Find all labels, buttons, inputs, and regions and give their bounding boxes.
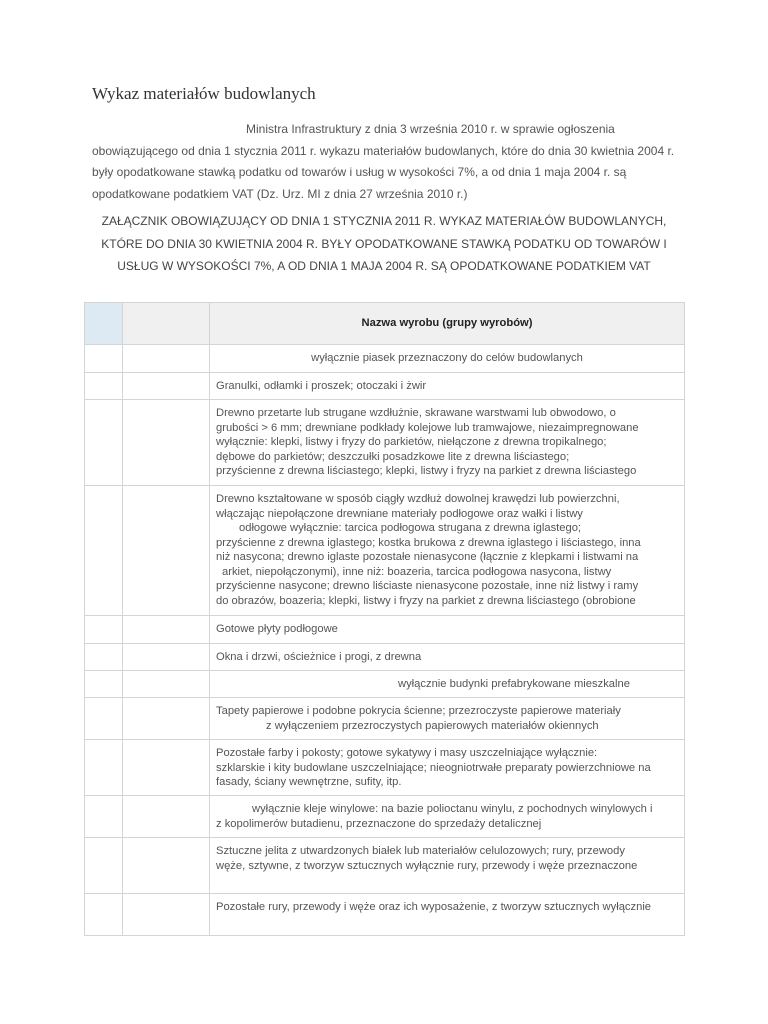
table-cell bbox=[123, 671, 210, 698]
table-row bbox=[85, 373, 685, 400]
cell-text: przyścienne z drewna liściastego; klepki, listwy i fryzy na parkiet z drewna liściastego bbox=[216, 465, 637, 477]
intro-line: opodatkowane podatkiem VAT (Dz. Urz. MI z dnia 27 września 2010 r.) bbox=[92, 186, 468, 201]
table-cell bbox=[123, 345, 210, 373]
table-cell bbox=[123, 486, 210, 616]
cell-text: wyłącznie: klepki, listwy i fryzy do parkietów, niełączone z drewna tropikalnego; bbox=[216, 436, 607, 448]
cell-text: fasady, ściany wewnętrzne, sufity, itp. bbox=[216, 776, 402, 788]
table-cell bbox=[210, 740, 685, 796]
cell-text: Pozostałe rury, przewody i węże oraz ich wyposażenie, z tworzyw sztucznych wyłącznie bbox=[216, 901, 652, 913]
table-cell bbox=[85, 796, 123, 838]
cell-text: Gotowe płyty podłogowe bbox=[216, 623, 338, 635]
table-cell bbox=[85, 486, 123, 616]
cell-text: włączając niepołączone drewniane materiały podłogowe oraz wałki i listwy bbox=[216, 507, 583, 520]
annex-line: ZAŁĄCZNIK OBOWIĄZUJĄCY OD DNIA 1 STYCZNIA 2011 R. WYKAZ MATERIAŁÓW BUDOWLANYCH, bbox=[101, 214, 667, 228]
table-cell bbox=[123, 740, 210, 796]
table-row bbox=[85, 644, 685, 671]
table-cell bbox=[85, 838, 123, 894]
table-row bbox=[85, 796, 685, 838]
table-cell bbox=[210, 838, 685, 894]
annex-line: USŁUG W WYSOKOŚCI 7%, A OD DNIA 1 MAJA 2004 R. SĄ OPODATKOWANE PODATKIEM VAT bbox=[117, 259, 651, 273]
intro-line: obowiązującego od dnia 1 stycznia 2011 r. wykazu materiałów budowlanych, które do dnia 30 kwietnia 2004 r. bbox=[92, 143, 675, 158]
cell-text: odłogowe wyłącznie: tarcica podłogowa strugana z drewna iglastego; bbox=[239, 522, 582, 534]
cell-text: węże, sztywne, z tworzyw sztucznych wyłącznie rury, przewody i węże przeznaczone bbox=[216, 859, 638, 872]
table-cell bbox=[210, 400, 685, 486]
header-cell-empty bbox=[85, 303, 123, 345]
table-cell bbox=[123, 373, 210, 400]
table-cell bbox=[123, 796, 210, 838]
table-row bbox=[85, 486, 685, 616]
table-row bbox=[85, 671, 685, 698]
table-cell bbox=[210, 373, 685, 400]
table-row bbox=[85, 698, 685, 740]
cell-text: Sztuczne jelita z utwardzonych białek lub materiałów celulozowych; rury, przewody bbox=[216, 845, 625, 857]
table-cell bbox=[85, 616, 123, 644]
table-cell bbox=[85, 644, 123, 671]
table-cell bbox=[210, 616, 685, 644]
table-cell bbox=[123, 400, 210, 486]
table-cell bbox=[210, 345, 685, 373]
cell-text: niż nasycona; drewno iglaste pozostałe nienasycone (łącznie z klepkami i listwami na bbox=[216, 551, 639, 563]
table-row bbox=[85, 894, 685, 936]
cell-text: wyłącznie piasek przeznaczony do celów budowlanych bbox=[311, 352, 583, 364]
table-row bbox=[85, 400, 685, 486]
table-header-row bbox=[85, 303, 685, 345]
cell-text: Granulki, odłamki i proszek; otoczaki i żwir bbox=[216, 380, 427, 392]
header-product-name: Nazwa wyrobu (grupy wyrobów) bbox=[210, 303, 685, 345]
table-cell bbox=[85, 671, 123, 698]
table-cell bbox=[85, 373, 123, 400]
table-cell bbox=[210, 644, 685, 671]
cell-text: szklarskie i kity budowlane uszczelniające; nieogniotrwałe preparaty powierzchniowe na bbox=[216, 761, 651, 774]
table-cell bbox=[210, 671, 685, 698]
table-cell bbox=[123, 616, 210, 644]
cell-text: Drewno kształtowane w sposób ciągły wzdłuż dowolnej krawędzi lub powierzchni, bbox=[216, 493, 620, 505]
cell-text: Drewno przetarte lub strugane wzdłużnie, skrawane warstwami lub obwodowo, o bbox=[216, 407, 616, 419]
cell-text: z wyłączeniem przezroczystych papierowych materiałów okiennych bbox=[266, 719, 599, 732]
table-row bbox=[85, 616, 685, 644]
annex-heading bbox=[92, 210, 676, 278]
table-cell bbox=[123, 838, 210, 894]
intro-line: Ministra Infrastruktury z dnia 3 września 2010 r. w sprawie ogłoszenia bbox=[246, 122, 615, 136]
table-cell bbox=[210, 796, 685, 838]
cell-text: arkiet, niepołączonymi), inne niż: boazeria, tarcica podłogowa nasycona, listwy bbox=[222, 565, 612, 578]
cell-text: dębowe do parkietów; deszczułki posadzkowe lite z drewna liściastego; bbox=[216, 450, 570, 463]
materials-table bbox=[84, 302, 685, 936]
cell-text: Pozostałe farby i pokosty; gotowe sykatywy i masy uszczelniające wyłącznie: bbox=[216, 747, 598, 759]
table-row bbox=[85, 838, 685, 894]
header-cell-empty bbox=[123, 303, 210, 345]
cell-text: przyścienne z drewna iglastego; kostka brukowa z drewna iglastego i liściastego, inna bbox=[216, 536, 641, 549]
table-cell bbox=[85, 345, 123, 373]
intro-paragraph bbox=[92, 119, 692, 205]
cell-text: do obrazów, boazeria; klepki, listwy i fryzy na parkiet z drewna liściastego (obrobione bbox=[216, 594, 636, 607]
table-cell bbox=[210, 698, 685, 740]
table-cell bbox=[85, 894, 123, 936]
cell-text: wyłącznie budynki prefabrykowane mieszkalne bbox=[398, 678, 630, 690]
cell-text: wyłącznie kleje winylowe: na bazie polioctanu winylu, z pochodnych winylowych i bbox=[252, 803, 653, 815]
table-row bbox=[85, 740, 685, 796]
table-cell bbox=[123, 894, 210, 936]
table-cell bbox=[123, 644, 210, 671]
table-cell bbox=[123, 698, 210, 740]
intro-line: były opodatkowane stawką podatku od towarów i usług w wysokości 7%, a od dnia 1 maja 2004 r. są bbox=[92, 165, 627, 179]
table-cell bbox=[210, 894, 685, 936]
cell-text: z kopolimerów butadienu, przeznaczone do sprzedaży detalicznej bbox=[216, 817, 542, 830]
cell-text: Okna i drzwi, ościeżnice i progi, z drewna bbox=[216, 651, 422, 663]
table-cell bbox=[210, 486, 685, 616]
table-cell bbox=[85, 740, 123, 796]
page-title: Wykaz materiałów budowlanych bbox=[92, 84, 316, 103]
cell-text: grubości > 6 mm; drewniane podkłady kolejowe lub tramwajowe, niezaimpregnowane bbox=[216, 421, 639, 434]
cell-text: przyścienne nasycone; drewno liściaste nienasycone pozostałe, inne niż listwy i ramy bbox=[216, 580, 639, 592]
table-cell bbox=[85, 698, 123, 740]
cell-text: Tapety papierowe i podobne pokrycia ścienne; przezroczyste papierowe materiały bbox=[216, 705, 621, 717]
table-row bbox=[85, 345, 685, 373]
annex-line: KTÓRE DO DNIA 30 KWIETNIA 2004 R. BYŁY OPODATKOWANE STAWKĄ PODATKU OD TOWARÓW I bbox=[101, 236, 667, 251]
table-cell bbox=[85, 400, 123, 486]
